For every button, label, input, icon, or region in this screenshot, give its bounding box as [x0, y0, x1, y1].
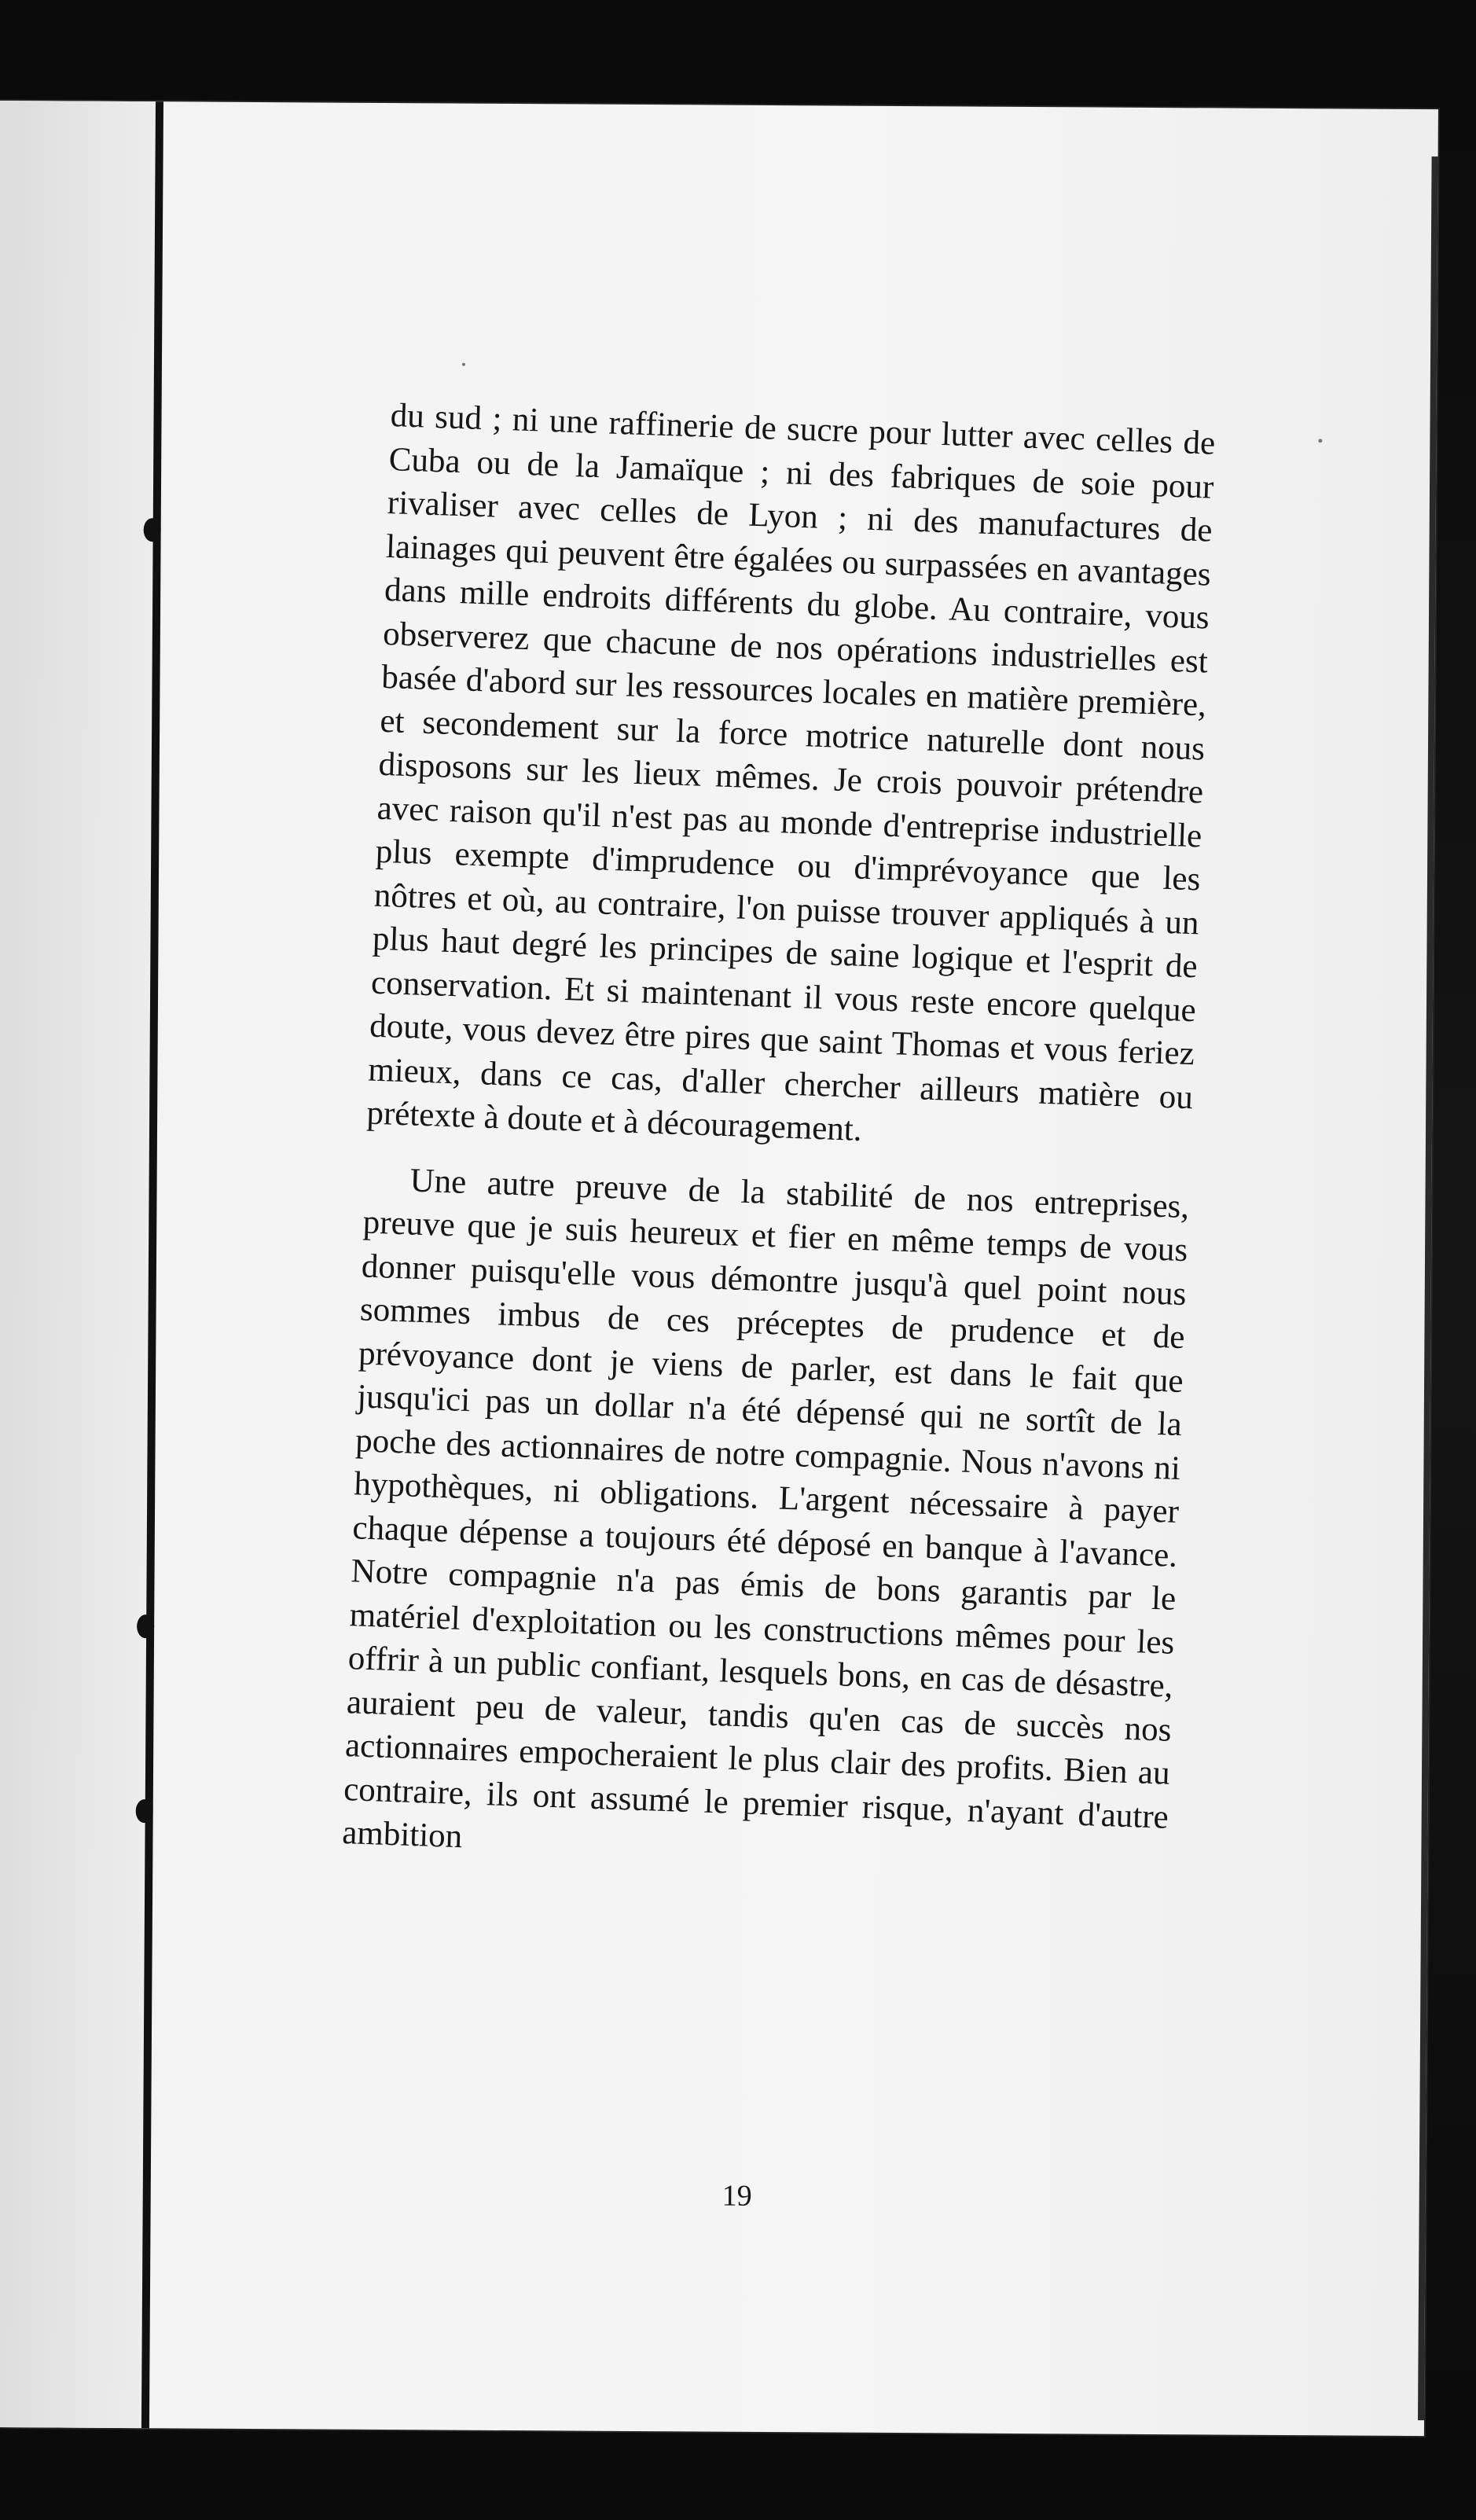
- binding-mark-2: [137, 1614, 154, 1638]
- facing-page-edge: [0, 101, 157, 2428]
- binding-mark-3: [136, 1799, 153, 1823]
- page-right-edge: [1418, 156, 1438, 2420]
- binding-mark-1: [144, 518, 161, 542]
- body-text: [341, 394, 1216, 1883]
- dust-speck: [462, 363, 465, 366]
- paragraph-2: Une autre preuve de la stabilité de nos entreprises, preuve que je suis heureux et fier en même temps de vous donner puisqu'elle vous démontre jusqu'à quel point nous sommes imbus de ces préceptes de prudence et de prévoyance dont je viens de parler, est dans le fait que jusqu'ici pas un dollar n'a été dépensé qui ne sortît de la poche des actionnaires de notre compagnie. Nous n'avons ni hypothèques, ni obligations. L'argent nécessaire à payer chaque dépense a toujours été déposé en banque à l'avance. Notre compagnie n'a pas émis de bons garantis par le matériel d'exploitation ou les constructions mêmes pour les offrir à un public confiant, lesquels bons, en cas de désastre, auraient peu de valeur, tandis qu'en cas de succès nos actionnaires empocheraient le plus clair des profits. Bien au contraire, ils ont assumé le premier risque, n'ayant d'autre ambition: [341, 1161, 1190, 1856]
- page-number: 19: [721, 2179, 752, 2213]
- dust-speck: [1318, 439, 1322, 443]
- book-page: [0, 101, 1438, 2436]
- paragraph-1: du sud ; ni une raffinerie de sucre pour lutter avec celles de Cuba ou de la Jamaïque ; ni des fabriques de soie pour rivaliser avec celles de Lyon ; ni des manufactures de lainages qui peuvent être égalées ou surpassées en avantages dans mille endroits différents du globe. Au contraire, vous observerez que chacune de nos opérations industrielles est basée d'abord sur les ressources locales en matière première, et secondement sur la force motrice naturelle dont nous disposons sur les lieux mêmes. Je crois pouvoir prétendre avec raison qu'il n'est pas au monde d'entreprise industrielle plus exempte d'imprudence ou d'imprévoyance que les nôtres et où, au contraire, l'on puisse trouver appliqués à un plus haut degré les principes de saine logique et l'esprit de conservation. Et si maintenant il vous reste encore quelque doute, vous devez être pires que saint Thomas et vous feriez mieux, dans ce cas, d'aller chercher ailleurs matière ou prétexte à doute et à découragement.: [365, 397, 1216, 1148]
